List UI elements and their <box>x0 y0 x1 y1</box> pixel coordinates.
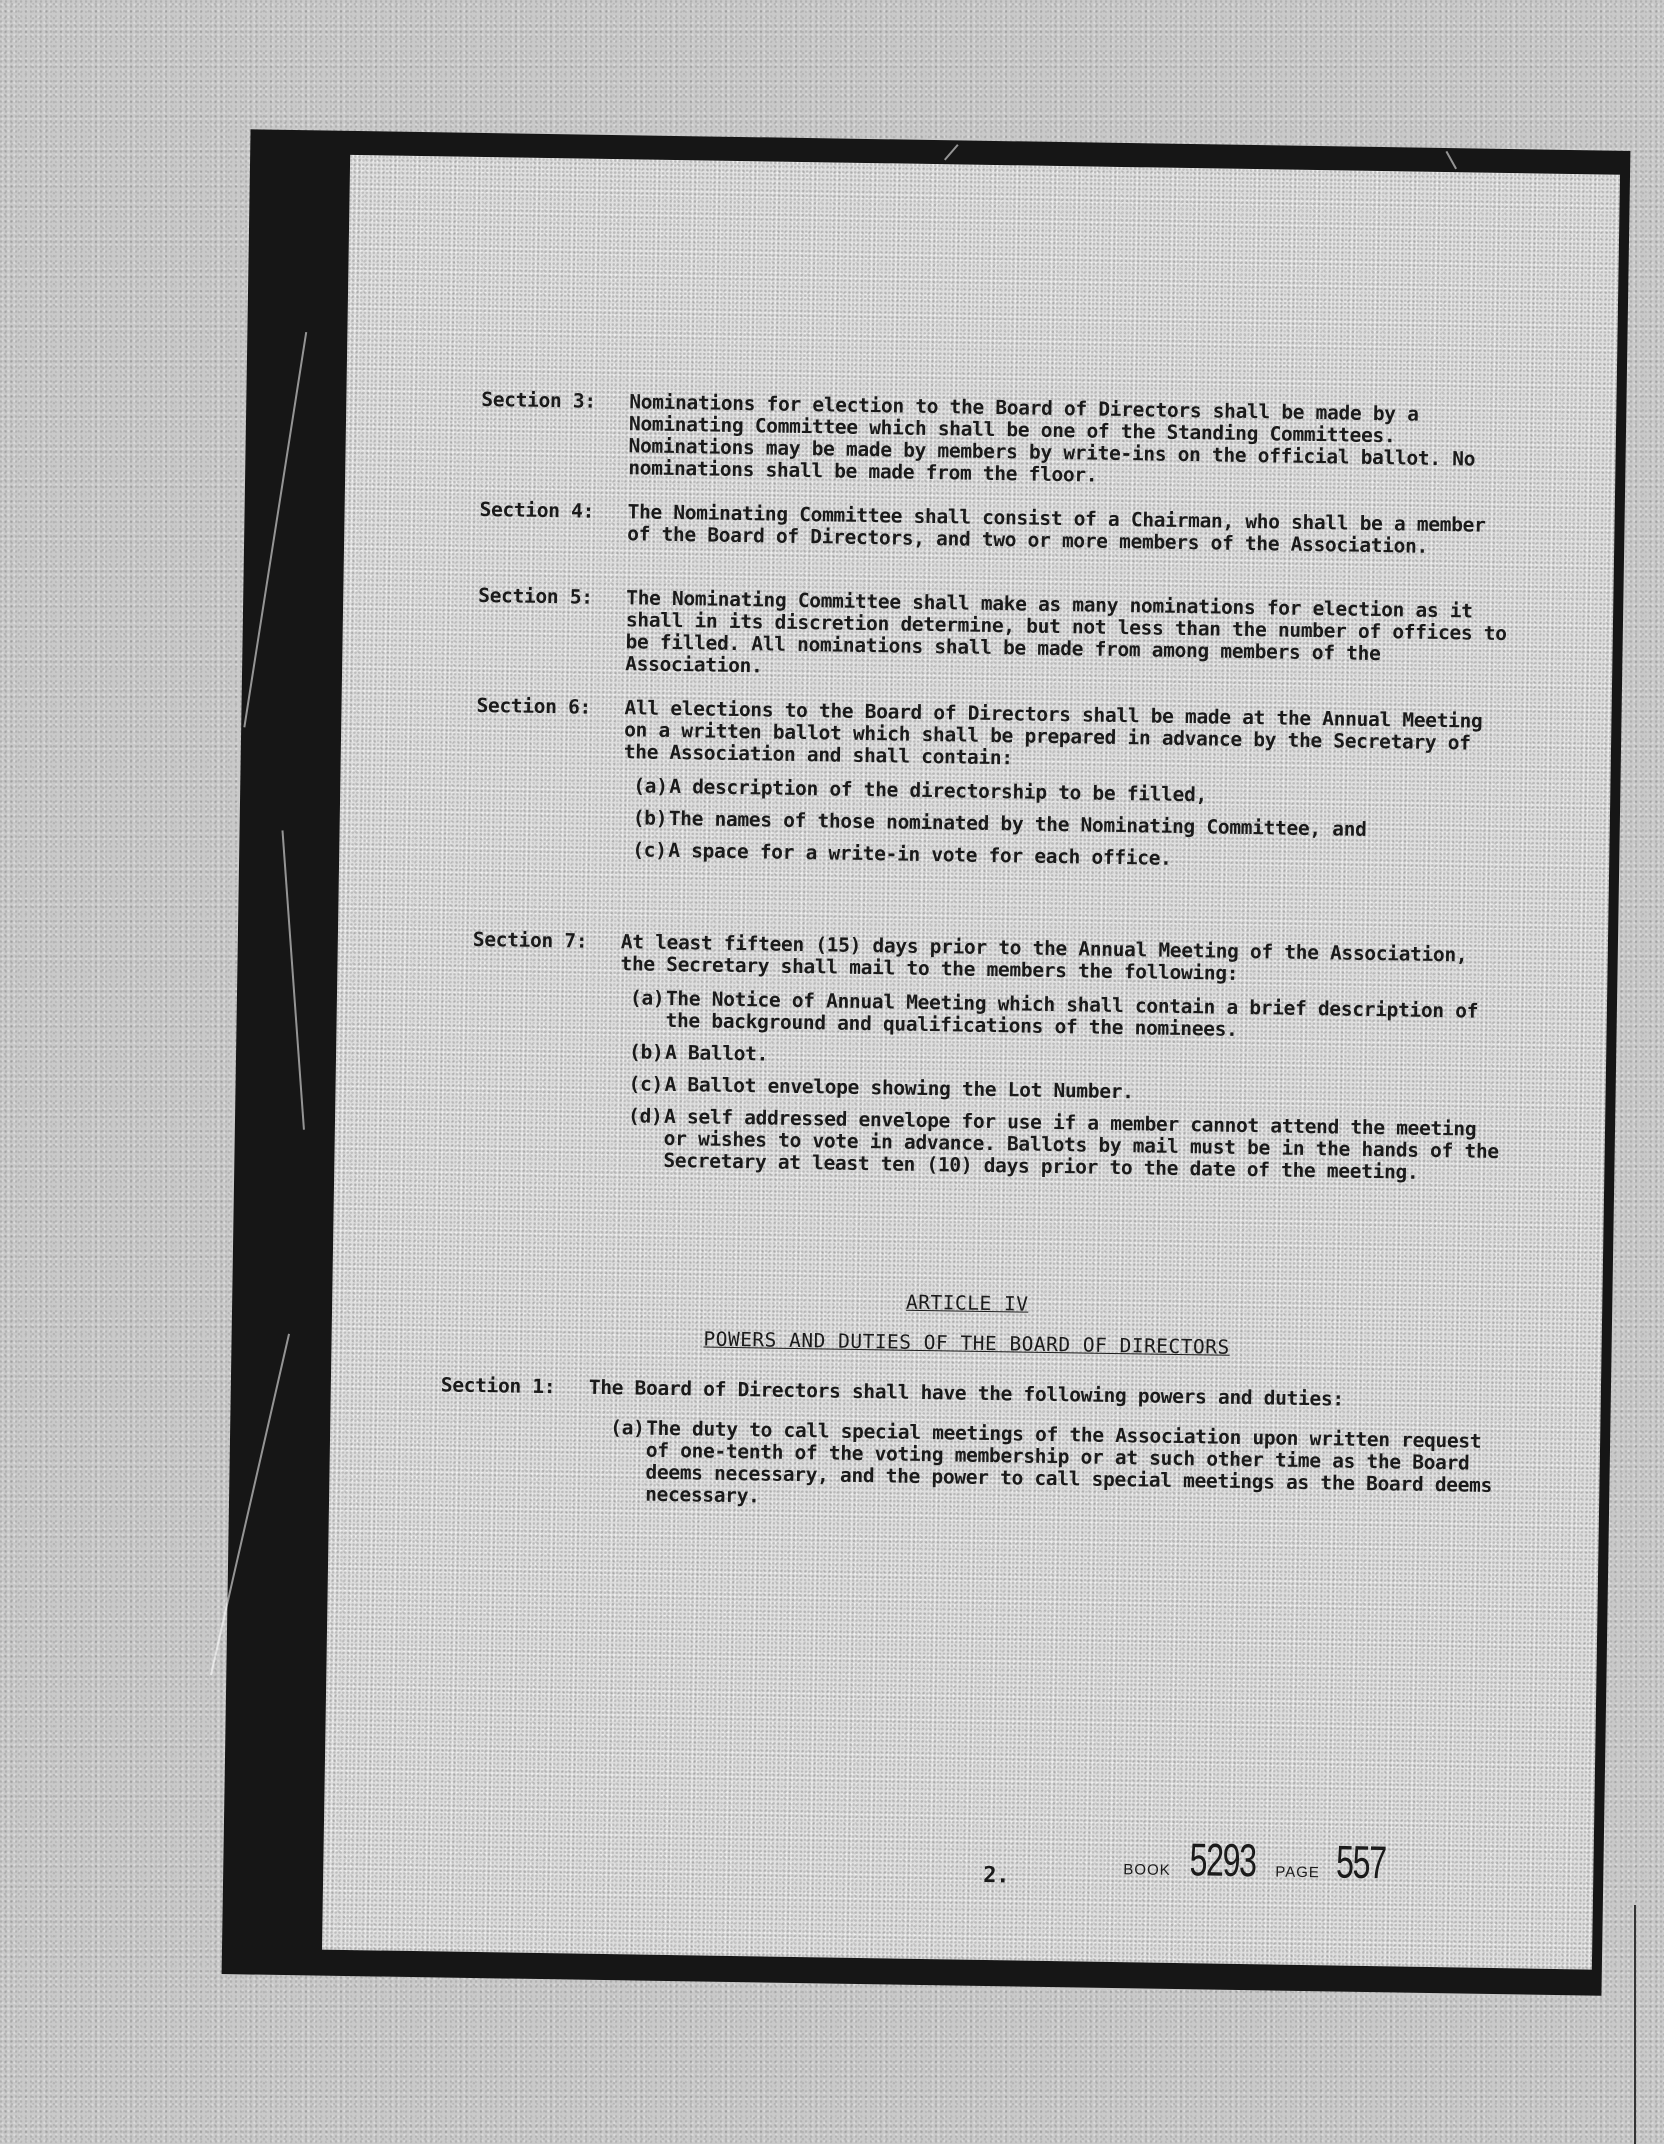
item-letter: (b) <box>632 806 668 830</box>
section-label: Section 5: <box>478 583 593 609</box>
scanned-page-frame <box>222 129 1631 1995</box>
item-list <box>632 775 1515 875</box>
item-text: The duty to call special meetings of the Association upon written request of one-tenth of the voting membership or at such other time as the Board deems necessary, and the power to call special meetings as the Board deems necessary. <box>645 1416 1493 1508</box>
section-5 <box>477 585 1518 689</box>
section-6 <box>474 695 1517 885</box>
frame-scratch <box>281 830 304 1129</box>
list-item <box>632 839 1514 875</box>
document-content <box>322 155 1620 1970</box>
item-text: A self addressed envelope for use if a member cannot attend the meeting or wishes to vote in advance. Ballots by mail must be in the hands of the Secretary at least ten (10) days prior to the date of the meeting. <box>663 1104 1499 1184</box>
book-label: BOOK <box>1123 1861 1171 1879</box>
list-item <box>629 987 1512 1045</box>
list-item <box>633 807 1515 843</box>
item-text: A description of the directorship to be filled, <box>669 774 1208 807</box>
section-text: At least fifteen (15) days prior to the Annual Meeting of the Association, the Secretary shall mail to the members the following: <box>620 930 1468 985</box>
item-text: A space for a write-in vote for each office. <box>668 838 1172 870</box>
item-letter: (a) <box>633 774 668 798</box>
section-label: Section 1: <box>440 1373 556 1399</box>
section-text: The Board of Directors shall have the following powers and duties: <box>588 1375 1344 1411</box>
item-text: A Ballot. <box>664 1040 769 1066</box>
section-text: All elections to the Board of Directors shall be made at the Annual Meeting on a written ballot which shall be prepared in advance by the Secretary of the Association and shall contain: <box>623 696 1483 770</box>
item-letter: (c) <box>628 1072 664 1096</box>
item-letter: (a) <box>610 1416 645 1440</box>
page-ref: 557 <box>1335 1835 1386 1889</box>
edge-rule <box>1634 1905 1636 2144</box>
item-letter: (d) <box>627 1104 663 1128</box>
frame-scratch <box>243 332 307 727</box>
section-label: Section 7: <box>472 927 588 953</box>
article-number: ARTICLE IV <box>905 1290 1029 1316</box>
page-label: PAGE <box>1275 1863 1320 1882</box>
list-item <box>609 1417 1510 1519</box>
section-label: Section 4: <box>479 497 595 523</box>
section-1 <box>439 1374 1511 1529</box>
list-item <box>633 775 1515 811</box>
book-number: 5293 <box>1189 1833 1257 1887</box>
item-text: The names of those nominated by the Nominating Committee, and <box>668 806 1367 841</box>
article-title: POWERS AND DUTIES OF THE BOARD OF DIRECTORS <box>703 1327 1230 1359</box>
item-text: The Notice of Annual Meeting which shall contain a brief description of the background and qualifications of the nominees. <box>665 986 1479 1041</box>
list-item <box>627 1105 1510 1185</box>
book-page-stamp <box>1123 1833 1396 1889</box>
section-text: The Nominating Committee shall make as many nominations for election as it shall in its discretion determine, but not less than the number of offices to be filled. All nominations shall be made from among members of the Association. <box>625 586 1507 678</box>
section-label: Section 6: <box>476 693 592 719</box>
section-text: Nominations for election to the Board of Directors shall be made by a Nominating Committee which shall be one of the Standing Committees. Nominations may be made by members by write-ins on the official ballot. No nominations shall be made from the floor. <box>628 390 1476 487</box>
section-label: Section 3: <box>481 387 596 413</box>
frame-scratch <box>944 144 959 160</box>
section-3 <box>480 389 1521 493</box>
section-text: The Nominating Committee shall consist of a Chairman, who shall be a member of the Board of Directors, and two or more members of the Association. <box>627 500 1486 558</box>
list-item <box>628 1073 1510 1109</box>
frame-scratch <box>1446 151 1457 169</box>
item-text: A Ballot envelope showing the Lot Number. <box>664 1072 1134 1104</box>
list-item <box>629 1041 1511 1077</box>
section-7 <box>469 929 1513 1195</box>
item-list <box>627 987 1512 1185</box>
item-letter: (a) <box>629 986 665 1010</box>
item-list <box>609 1417 1510 1519</box>
document-paper <box>322 155 1620 1970</box>
section-4 <box>479 499 1520 559</box>
item-letter: (b) <box>628 1040 664 1064</box>
item-letter: (c) <box>632 838 667 862</box>
page-number: 2. <box>983 1863 1010 1889</box>
frame-scratch <box>210 1334 290 1676</box>
